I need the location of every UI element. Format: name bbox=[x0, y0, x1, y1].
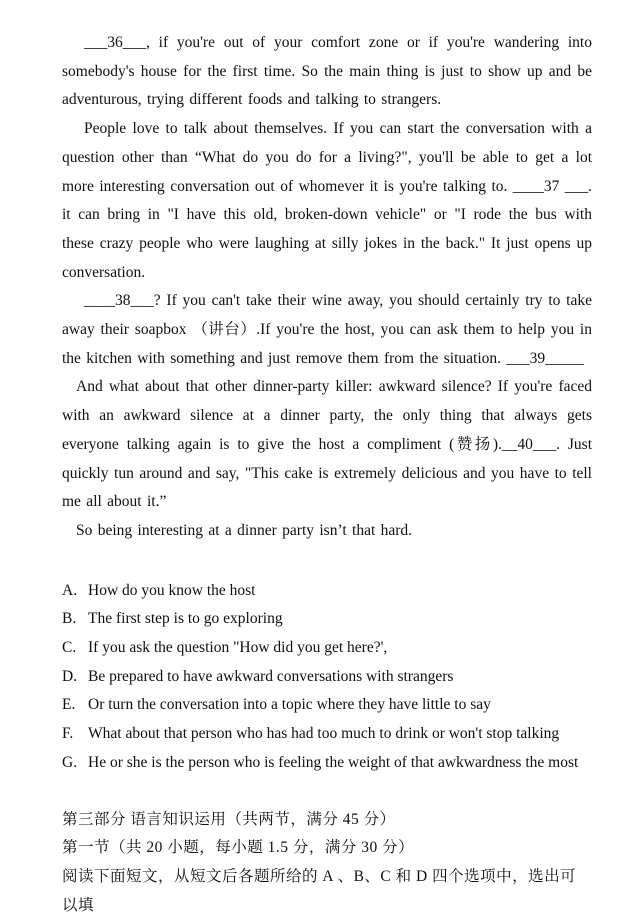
passage-paragraph-3: ____38___? If you can't take their wine away, you should certainly try to take away their soapbox （讲台）.If you're the host, you can ask them to help you in the kitchen with something and just remove them from the situation. ___39_____ bbox=[62, 292, 592, 367]
section-header-part3: 第三部分 语言知识运用（共两节，满分 45 分） bbox=[62, 810, 396, 828]
section-header-section1: 第一节（共 20 小题，每小题 1.5 分，满分 30 分） bbox=[62, 839, 415, 857]
option-row-f bbox=[62, 720, 592, 749]
passage-paragraph-1: ___36___, if you're out of your comfort zone or if you're wandering into somebody's house for the first time. So the main thing is just to show up and be adventurous, trying different foods and talking to strangers. bbox=[62, 34, 592, 109]
option-letter: G. bbox=[62, 753, 78, 771]
option-text: What about that person who has had too much to drink or won't stop talking bbox=[88, 725, 560, 743]
option-row-g bbox=[62, 749, 592, 778]
option-text: Be prepared to have awkward conversations with strangers bbox=[88, 667, 454, 685]
option-text: The first step is to go exploring bbox=[88, 610, 283, 628]
passage-paragraph-2: People love to talk about themselves. If you can start the conversation with a question other than “What do you do for a living?", you'll be able to get a lot more interesting conversation out of whomever it is you're talking to. ____37 ___. it can bring in "I have this old, broken-down vehicle" or "I rode the bus with these crazy people who were laughing at silly jokes in the back." It just opens up conversation. bbox=[62, 120, 592, 281]
option-row-b bbox=[62, 605, 592, 634]
passage-closing-sentence: So being interesting at a dinner party isn’t that hard. bbox=[76, 521, 413, 539]
option-text: If you ask the question "How did you get here?', bbox=[88, 639, 388, 657]
option-row-e bbox=[62, 691, 592, 720]
option-text: How do you know the host bbox=[88, 581, 256, 599]
section-instructions: 阅读下面短文，从短文后各题所给的 A 、B、C 和 D 四个选项中，选出可以填 bbox=[62, 867, 577, 914]
option-letter: B. bbox=[62, 610, 77, 628]
option-letter: A. bbox=[62, 581, 78, 599]
option-letter: C. bbox=[62, 639, 77, 657]
option-row-a bbox=[62, 577, 592, 606]
option-text: He or she is the person who is feeling the weight of that awkwardness the most bbox=[88, 753, 579, 771]
option-letter: F. bbox=[62, 725, 74, 743]
option-letter: E. bbox=[62, 696, 76, 714]
option-row-c bbox=[62, 634, 592, 663]
section-headers bbox=[62, 806, 592, 917]
option-row-d bbox=[62, 663, 592, 692]
options-list bbox=[62, 577, 592, 778]
option-letter: D. bbox=[62, 667, 78, 685]
option-text: Or turn the conversation into a topic where they have little to say bbox=[88, 696, 491, 714]
passage-paragraph-4: And what about that other dinner-party killer: awkward silence? If you're faced with an awkward silence at a dinner party, the only thing that always gets everyone talking again is to give the host a compliment (赞扬).__40___. Just quickly tun around and say, "This cake is extremely delicious and you have to tell me all about it.” bbox=[62, 378, 592, 511]
